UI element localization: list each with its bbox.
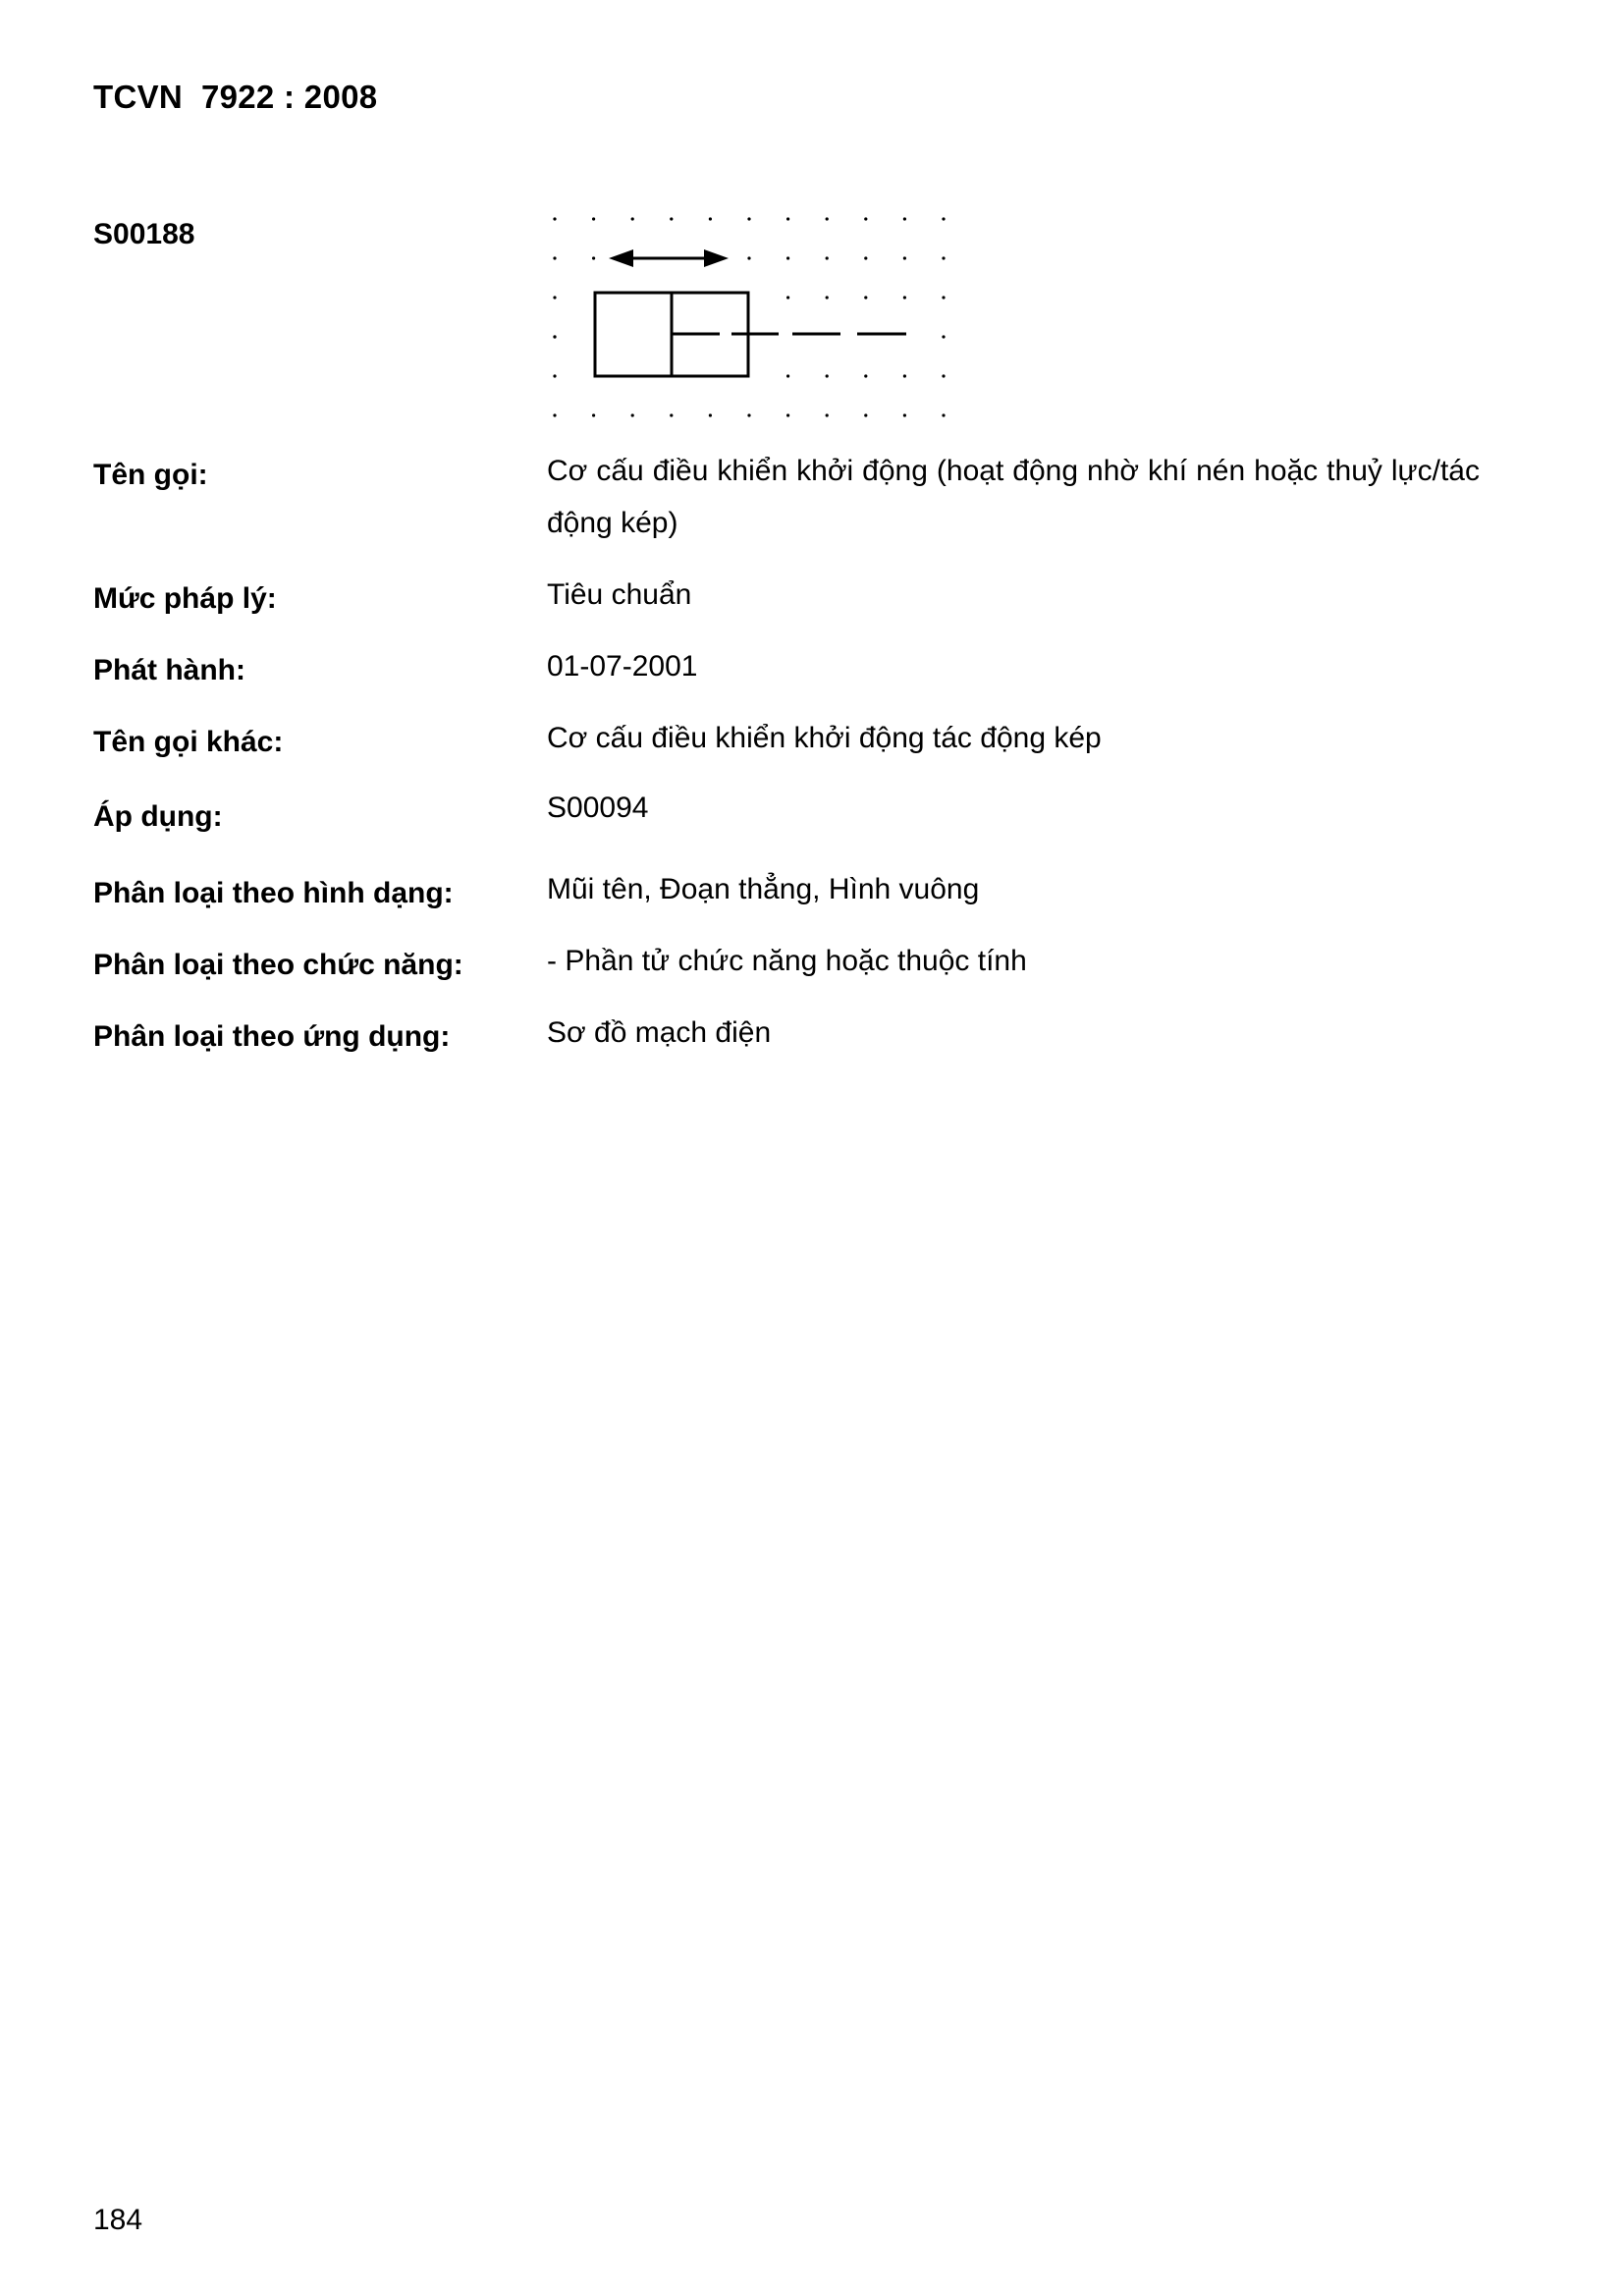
symbol-drawing [540,204,962,430]
grid-dot [942,296,945,299]
grid-dot [670,217,673,220]
grid-dot [826,256,829,259]
grid-dot [747,413,750,416]
grid-dot [670,413,673,416]
grid-dot [786,374,789,377]
field-label: Phát hành: [93,654,245,686]
grid-dot [709,217,712,220]
grid-dot [942,217,945,220]
grid-dot [631,413,634,416]
field-label: Tên gọi khác: [93,726,284,758]
grid-dot [942,256,945,259]
grid-dot [864,256,867,259]
field-value: - Phần tử chức năng hoặc thuộc tính [547,945,1027,977]
grid-dot [786,217,789,220]
grid-dot [747,217,750,220]
page-number: 184 [93,2204,143,2236]
grid-dot [942,413,945,416]
field-label: Phân loại theo ứng dụng: [93,1020,451,1053]
grid-dot [553,374,556,377]
field-label: Phân loại theo hình dạng: [93,877,454,909]
grid-dot [786,256,789,259]
grid-dot [553,335,556,338]
field-value: Cơ cấu điều khiển khởi động (hoạt động nhờ khí nén hoặc thuỷ lực/tác động kép) [547,455,1480,539]
double-acting-actuator-symbol-icon [540,204,962,435]
grid-dot [826,217,829,220]
grid-dot [553,217,556,220]
grid-dot [592,217,595,220]
grid-dot [903,256,906,259]
grid-dot [709,413,712,416]
grid-dot [631,217,634,220]
field-value: Mũi tên, Đoạn thẳng, Hình vuông [547,873,980,905]
arrow-head-right [704,249,729,267]
field-label: Tên gọi: [93,459,208,491]
grid-dot [553,296,556,299]
grid-dot [786,413,789,416]
field-label: Áp dụng: [93,800,223,833]
grid-dot [903,296,906,299]
symbol-code: S00188 [93,218,195,250]
grid-dot [553,256,556,259]
grid-dot [826,413,829,416]
grid-dot [942,335,945,338]
grid-dot [826,374,829,377]
grid-dot [747,256,750,259]
field-value: Cơ cấu điều khiển khởi động tác động kép [547,722,1102,754]
field-label: Mức pháp lý: [93,582,277,615]
grid-dot [903,217,906,220]
arrow-head-left [609,249,633,267]
field-value: Sơ đồ mạch điện [547,1016,772,1049]
field-label: Phân loại theo chức năng: [93,949,463,981]
grid-dot [864,217,867,220]
grid-dot [826,296,829,299]
grid-dot [864,413,867,416]
grid-dot [592,413,595,416]
grid-dot [864,296,867,299]
document-header: TCVN 7922 : 2008 [93,79,378,115]
grid-dot [903,413,906,416]
grid-dot [864,374,867,377]
grid-dot [942,374,945,377]
grid-dot [786,296,789,299]
field-value: S00094 [547,792,649,824]
field-value: 01-07-2001 [547,650,698,683]
grid-dot [903,374,906,377]
field-value: Tiêu chuẩn [547,578,692,611]
grid-dot [553,413,556,416]
grid-dot [592,256,595,259]
